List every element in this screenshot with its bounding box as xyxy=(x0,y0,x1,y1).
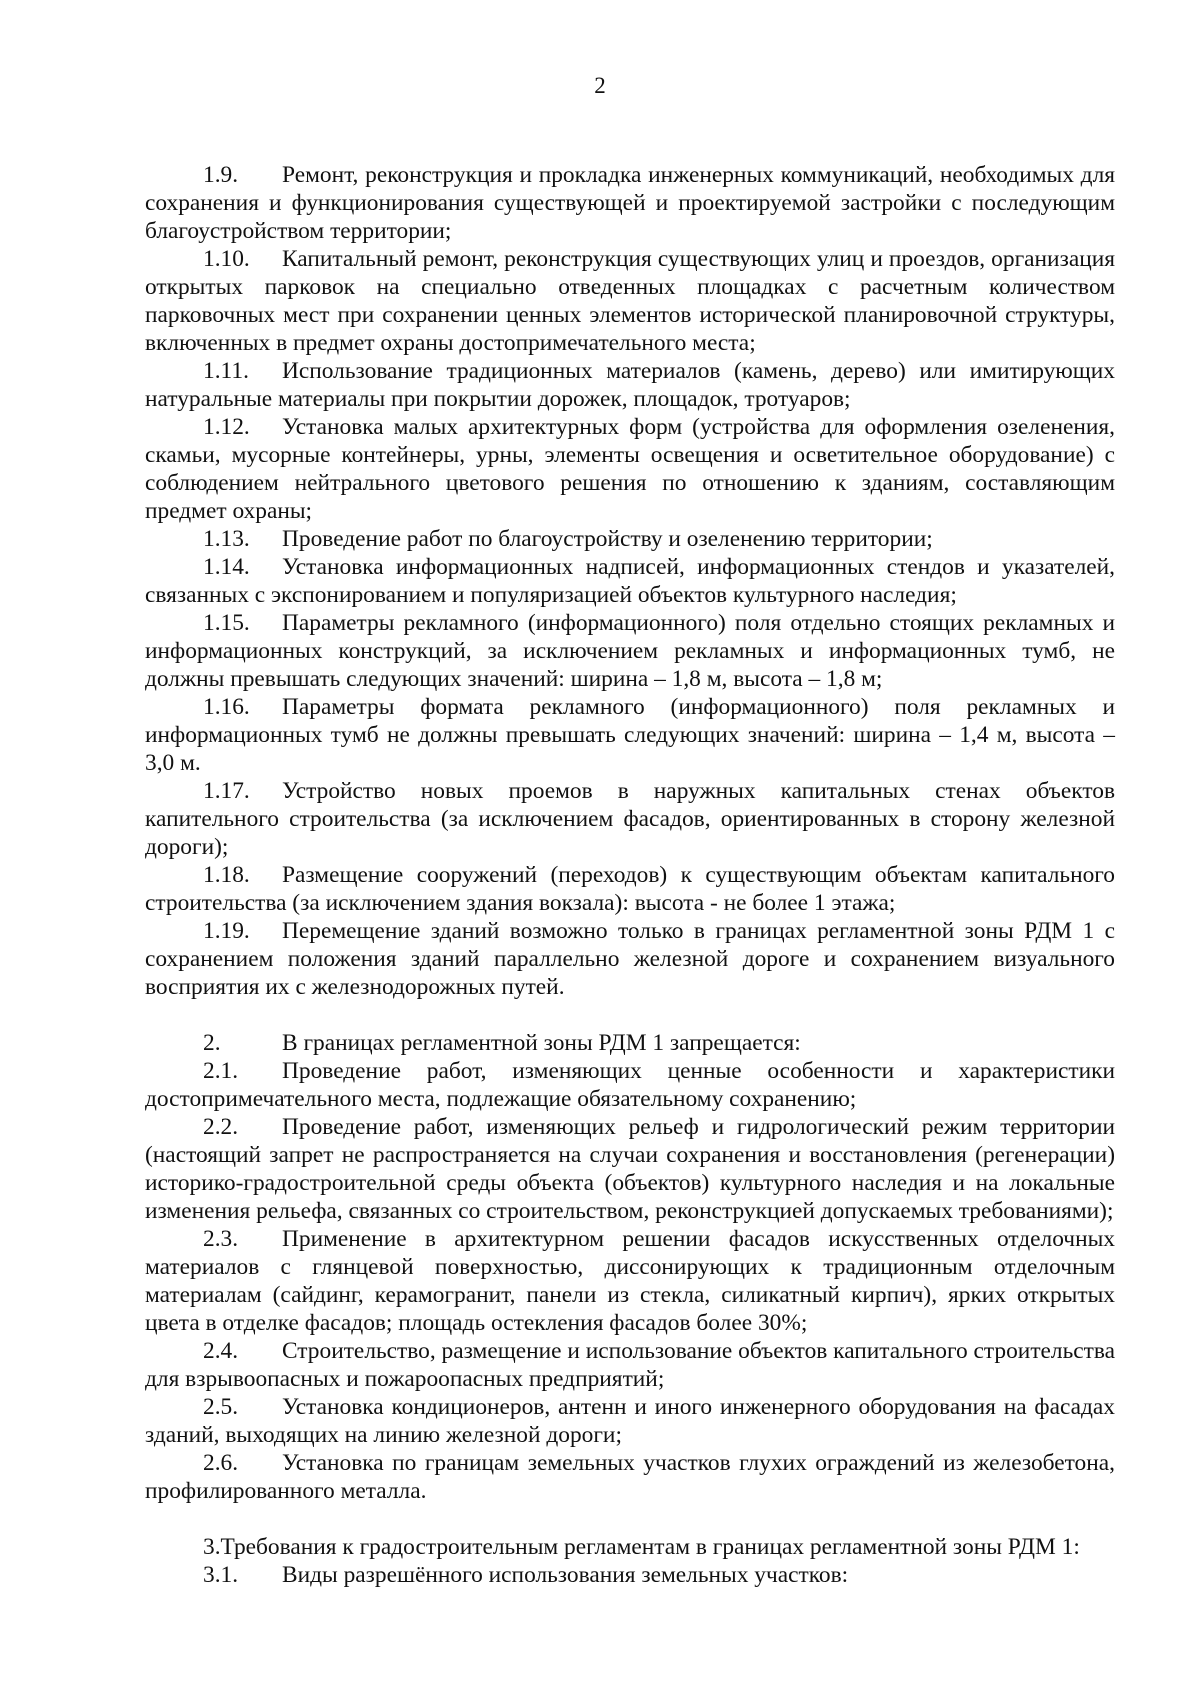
clause-number: 1.18. xyxy=(203,862,250,888)
clause-paragraph xyxy=(145,693,1115,777)
clause-paragraph xyxy=(145,161,1115,245)
clause-text: Установка малых архитектурных форм (устройства для оформления озеленения, скамьи, мусорные контейнеры, урны, элементы освещения и осветительное оборудование) с соблюдением нейтрального цветового решения по отношению к зданиям, составляющим предмет охраны; xyxy=(145,414,1115,524)
clause-text: Проведение работ, изменяющих ценные особенности и характеристики достопримечательного места, подлежащие обязательному сохранению; xyxy=(145,1058,1115,1112)
document-body xyxy=(145,161,1115,1589)
clause-number: 1.14. xyxy=(203,554,250,580)
clause-paragraph xyxy=(145,777,1115,861)
clause-paragraph xyxy=(145,245,1115,357)
clause-number: 2.2. xyxy=(203,1114,239,1140)
clause-number: 1.16. xyxy=(203,694,250,720)
clause-paragraph xyxy=(145,1057,1115,1113)
clause-paragraph xyxy=(145,1561,1115,1589)
clause-paragraph xyxy=(145,1449,1115,1505)
clause-text: Ремонт, реконструкция и прокладка инженерных коммуникаций, необходимых для сохранения и функционирования существующей и проектируемой застройки с последующим благоустройством территории; xyxy=(145,162,1115,244)
clause-paragraph xyxy=(145,861,1115,917)
clause-text: Перемещение зданий возможно только в границах регламентной зоны РДМ 1 с сохранением положения зданий параллельно железной дороге и сохранением визуального восприятия их с железнодорожных путей. xyxy=(145,918,1115,1000)
clause-number: 1.13. xyxy=(203,526,250,552)
clause-text: Установка кондиционеров, антенн и иного инженерного оборудования на фасадах зданий, выходящих на линию железной дороги; xyxy=(145,1394,1115,1448)
clause-number: 1.19. xyxy=(203,918,250,944)
clause-text: Параметры рекламного (информационного) поля отдельно стоящих рекламных и информационных конструкций, за исключением рекламных и информационных тумб, не должны превышать следующих значений: ширина – 1,8 м, высота – 1,8 м; xyxy=(145,610,1115,692)
clause-paragraph xyxy=(145,1225,1115,1337)
clause-number: 2. xyxy=(203,1030,221,1056)
clause-text: Капитальный ремонт, реконструкция существующих улиц и проездов, организация открытых парковок на специально отведенных площадках с расчетным количеством парковочных мест при сохранении ценных элементов исторической планировочной структуры, включенных в предмет охраны достопримечательного места; xyxy=(145,246,1115,356)
clause-text: В границах регламентной зоны РДМ 1 запрещается: xyxy=(282,1030,801,1056)
clause-number: 1.9. xyxy=(203,162,239,188)
clause-paragraph xyxy=(145,413,1115,525)
clause-paragraph xyxy=(145,1113,1115,1225)
clause-paragraph xyxy=(145,525,1115,553)
page-number: 2 xyxy=(594,73,606,98)
clause-number: 1.15. xyxy=(203,610,250,636)
section-gap xyxy=(145,1001,1115,1029)
clause-number: 1.10. xyxy=(203,246,250,272)
clause-text: Применение в архитектурном решении фасадов искусственных отделочных материалов с глянцевой поверхностью, диссонирующих к традиционным отделочным материалам (сайдинг, керамогранит, панели из стекла, силикатный кирпич), ярких открытых цвета в отделке фасадов; площадь остекления фасадов более 30%; xyxy=(145,1226,1115,1336)
clause-text: Параметры формата рекламного (информационного) поля рекламных и информационных тумб не должны превышать следующих значений: ширина – 1,4 м, высота – 3,0 м. xyxy=(145,694,1115,776)
clause-text: Виды разрешённого использования земельных участков: xyxy=(282,1562,849,1588)
clause-paragraph xyxy=(145,1533,1115,1561)
clause-number: 3.1. xyxy=(203,1562,239,1588)
clause-text: Проведение работ по благоустройству и озеленению территории; xyxy=(282,526,933,552)
clause-text: Проведение работ, изменяющих рельеф и гидрологический режим территории (настоящий запрет не распространяется на случаи сохранения и восстановления (регенерации) историко-градостроительной среды объекта (объектов) культурного наследия и на локальные изменения рельефа, связанных со строительством, реконструкцией допускаемых требованиями); xyxy=(145,1114,1115,1224)
clause-number: 1.12. xyxy=(203,414,250,440)
clause-paragraph xyxy=(145,1393,1115,1449)
clause-paragraph xyxy=(145,1337,1115,1393)
clause-text: Установка информационных надписей, информационных стендов и указателей, связанных с экспонированием и популяризацией объектов культурного наследия; xyxy=(145,554,1115,608)
section-gap xyxy=(145,1505,1115,1533)
clause-paragraph xyxy=(145,917,1115,1001)
clause-number: 1.17. xyxy=(203,778,250,804)
clause-text: Строительство, размещение и использование объектов капитального строительства для взрывоопасных и пожароопасных предприятий; xyxy=(145,1338,1115,1392)
clause-text: Размещение сооружений (переходов) к существующим объектам капитального строительства (за исключением здания вокзала): высота - не более 1 этажа; xyxy=(145,862,1115,916)
clause-number: 2.1. xyxy=(203,1058,239,1084)
clause-text: Устройство новых проемов в наружных капитальных стенах объектов капительного строительства (за исключением фасадов, ориентированных в сторону железной дороги); xyxy=(145,778,1115,860)
clause-paragraph xyxy=(145,553,1115,609)
clause-text: Требования к градостроительным регламентам в границах регламентной зоны РДМ 1: xyxy=(220,1534,1080,1560)
clause-number: 2.6. xyxy=(203,1450,239,1476)
clause-number: 2.5. xyxy=(203,1394,239,1420)
clause-number: 3. xyxy=(203,1534,221,1560)
clause-paragraph xyxy=(145,609,1115,693)
clause-paragraph xyxy=(145,1029,1115,1057)
clause-text: Использование традиционных материалов (камень, дерево) или имитирующих натуральные материалы при покрытии дорожек, площадок, тротуаров; xyxy=(145,358,1115,412)
clause-number: 1.11. xyxy=(203,358,249,384)
clause-paragraph xyxy=(145,357,1115,413)
clause-number: 2.4. xyxy=(203,1338,239,1364)
clause-number: 2.3. xyxy=(203,1226,239,1252)
clause-text: Установка по границам земельных участков глухих ограждений из железобетона, профилированного металла. xyxy=(145,1450,1115,1504)
